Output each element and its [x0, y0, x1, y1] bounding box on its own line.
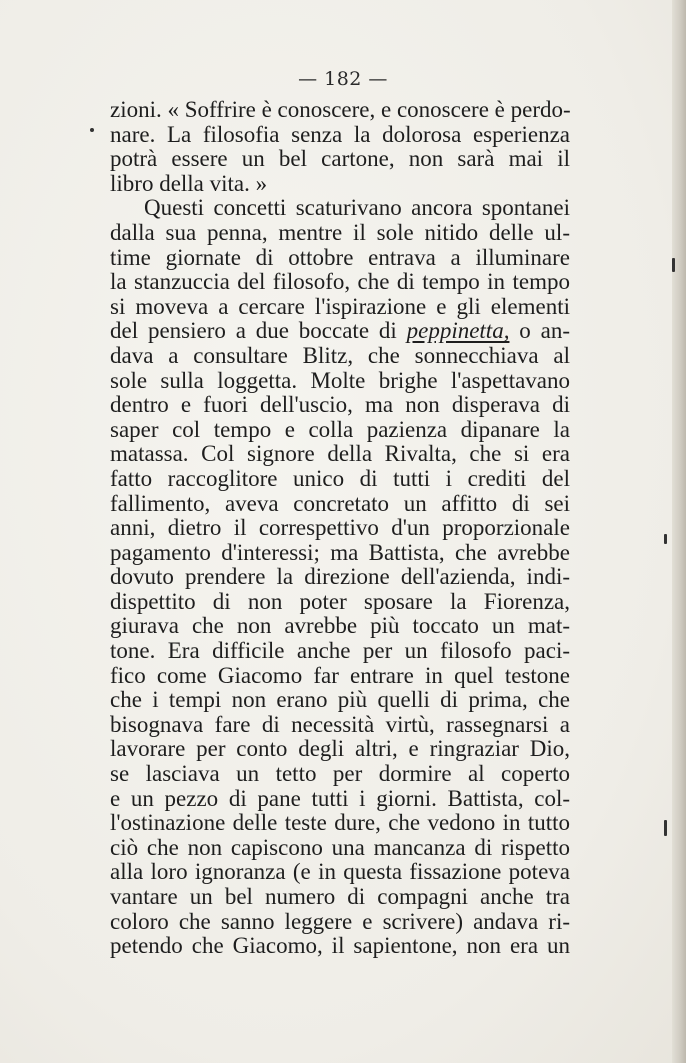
text-line: se lasciava un tetto per dormire al coperto: [110, 761, 570, 787]
text-line: bisognava fare di necessità virtù, rassegnarsi a: [110, 711, 570, 737]
text-line: si moveva a cercare l'ispirazione e gli elementi: [110, 293, 570, 319]
text-line: vantare un bel numero di compagni anche tra: [110, 884, 570, 909]
text-fragment: o an-: [509, 318, 571, 344]
text-line: nare. La filosofia senza la dolorosa esperienza: [110, 121, 570, 147]
body-text: [110, 98, 570, 959]
text-line: time giornate di ottobre entrava a illuminare: [110, 244, 570, 270]
text-line-with-italic: [110, 319, 570, 344]
page-edge-shadow: [672, 0, 686, 1063]
text-line: libro della vita. »: [110, 170, 268, 196]
margin-speck: [90, 128, 94, 132]
text-line: anni, dietro il correspettivo d'un proporzionale: [110, 515, 570, 541]
text-line: zioni. « Soffrire è conoscere, e conoscere è perdo-: [110, 97, 571, 122]
text-line: l'ostinazione delle teste dure, che vedono in tutto: [110, 810, 570, 836]
text-line: lavorare per conto degli altri, e ringraziar Dio,: [110, 736, 570, 762]
text-line: coloro che sanno leggere e scrivere) andava ri-: [110, 908, 570, 934]
text-line: sole sulla loggetta. Molte brighe l'aspettavano: [110, 367, 570, 393]
text-line: potrà essere un bel cartone, non sarà mai il: [110, 146, 570, 172]
text-line: pagamento d'interessi; ma Battista, che avrebbe: [110, 539, 570, 565]
paragraph-first-line: Questi concetti scaturivano ancora spontanei: [144, 195, 570, 221]
text-line: tone. Era difficile anche per un filosofo paci-: [110, 638, 570, 664]
text-line: dentro e fuori dell'uscio, ma non disperava di: [110, 392, 570, 418]
text-line: dispettito di non poter sposare la Fiorenza,: [110, 588, 570, 614]
text-line: dava a consultare Blitz, che sonnecchiava al: [110, 342, 570, 368]
text-line: matassa. Col signore della Rivalta, che si era: [110, 441, 570, 467]
margin-mark: [664, 820, 667, 836]
text-line: fico come Giacomo far entrare in quel testone: [110, 662, 570, 688]
text-line: fatto raccoglitore unico di tutti i crediti del: [110, 465, 570, 491]
margin-mark: [672, 258, 675, 272]
text-fragment: del pensiero a due boccate di: [110, 318, 407, 344]
text-line: alla loro ignoranza (e in questa fissazione poteva: [110, 859, 570, 885]
text-line: petendo che Giacomo, il sapientone, non era un: [110, 933, 570, 959]
text-line: che i tempi non erano più quelli di prima, che: [110, 687, 570, 713]
text-line: dovuto prendere la direzione dell'azienda, indi-: [110, 564, 570, 590]
margin-mark: [664, 534, 667, 544]
text-line: dalla sua penna, mentre il sole nitido delle ul-: [110, 219, 570, 245]
text-line: giurava che non avrebbe più toccato un mat-: [110, 613, 570, 639]
text-line: e un pezzo di pane tutti i giorni. Battista, col-: [110, 785, 570, 811]
text-line: saper col tempo e colla pazienza dipanare la: [110, 416, 570, 442]
page-number: — 182 —: [298, 68, 388, 90]
italic-term: peppinetta,: [406, 318, 510, 344]
text-line: fallimento, aveva concretato un affitto di sei: [110, 490, 570, 516]
text-line: la stanzuccia del filosofo, che di tempo in tempo: [110, 269, 570, 295]
text-line: ciò che non capiscono una mancanza di rispetto: [110, 834, 570, 860]
